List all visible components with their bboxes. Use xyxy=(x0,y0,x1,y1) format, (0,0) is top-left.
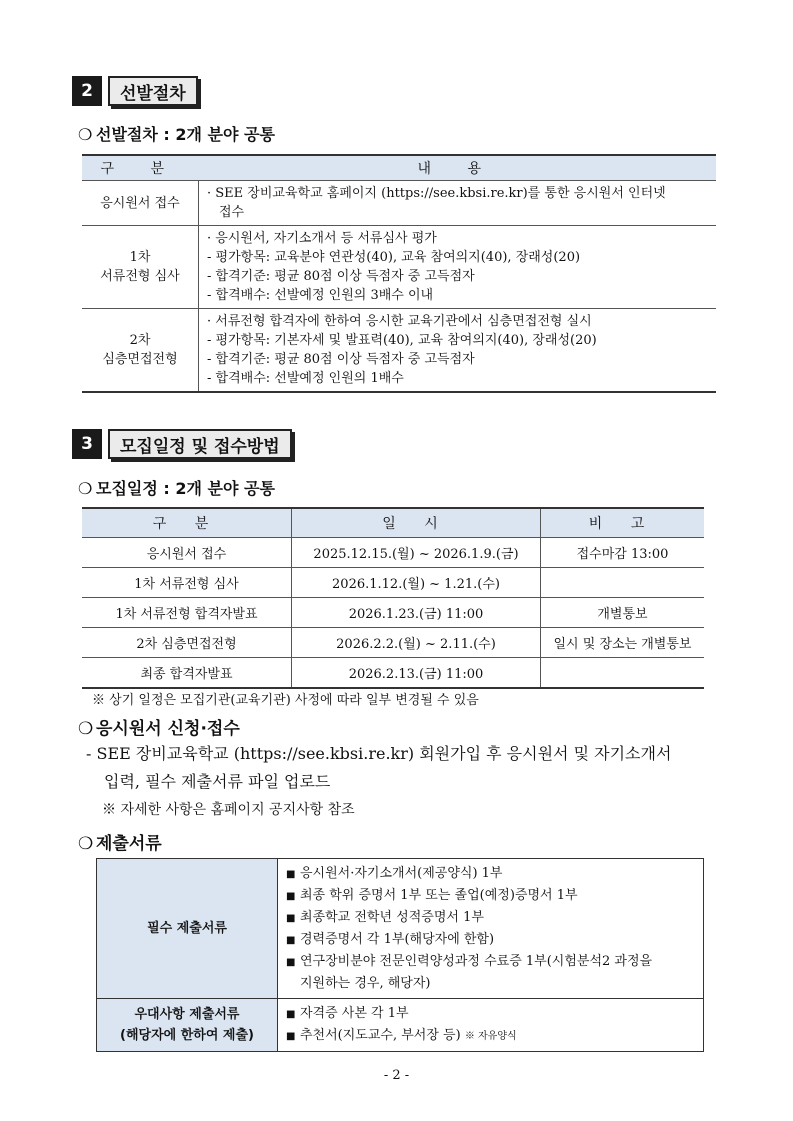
table-cell: 접수마감 13:00 xyxy=(541,538,705,568)
row-content: · 응시원서, 자기소개서 등 서류심사 평가 - 평가항목: 교육분야 연관성(40), 교육 참여의지(40), 장래성(20) - 합격기준: 평균 80점 이상 득점자 중 고득점자 - 합격배수: 선발예정 인원의 3배수 이내 xyxy=(199,226,717,309)
schedule-note: ※ 상기 일정은 모집기관(교육기관) 사정에 따라 일부 변경될 수 있음 xyxy=(92,693,479,708)
table-row xyxy=(97,859,704,999)
list-item: ■ 최종학교 전학년 성적증명서 1부 xyxy=(286,907,695,929)
page-number: - 2 - xyxy=(383,1068,410,1083)
table-cell xyxy=(541,658,705,689)
required-documents-list xyxy=(278,859,704,999)
section-number: 2 xyxy=(72,76,102,106)
square-bullet-icon: ■ xyxy=(286,935,296,946)
row-label: 응시원서 접수 xyxy=(82,181,199,226)
column-header: 내 용 xyxy=(199,155,717,181)
row-content: · SEE 장비교육학교 홈페이지 (https://see.kbsi.re.kr)를 통한 응시원서 인터넷 접수 xyxy=(199,181,717,226)
column-header: 구 분 xyxy=(82,508,292,538)
table-cell: 1차 서류전형 심사 xyxy=(82,568,292,598)
section-title: 모집일정 및 접수방법 xyxy=(108,429,292,459)
list-item: ■ 응시원서·자기소개서(제공양식) 1부 xyxy=(286,863,695,885)
section-title: 선발절차 xyxy=(108,76,198,106)
table-header-row xyxy=(82,155,716,181)
square-bullet-icon: ■ xyxy=(286,957,296,968)
table-cell: 2026.1.12.(월) ~ 1.21.(수) xyxy=(292,568,541,598)
section-number: 3 xyxy=(72,429,102,459)
table-cell: 최종 합격자발표 xyxy=(82,658,292,689)
column-header: 비 고 xyxy=(541,508,705,538)
selection-table xyxy=(82,154,716,393)
required-documents-label: 필수 제출서류 xyxy=(97,859,278,999)
list-item: ■ 연구장비분야 전문인력양성과정 수료증 1부(시험분석2 과정을 xyxy=(286,951,695,973)
circle-bullet-icon: ❍ xyxy=(78,479,93,498)
section-3-header xyxy=(72,429,292,459)
table-row xyxy=(82,568,704,598)
table-cell: 2026.2.13.(금) 11:00 xyxy=(292,658,541,689)
table-cell: 개별통보 xyxy=(541,598,705,628)
table-cell: 2026.1.23.(금) 11:00 xyxy=(292,598,541,628)
table-row xyxy=(97,999,704,1052)
list-item: ■ 최종 학위 증명서 1부 또는 졸업(예정)증명서 1부 xyxy=(286,885,695,907)
application-text: - SEE 장비교육학교 (https://see.kbsi.re.kr) 회원가입 후 응시원서 및 자기소개서 입력, 필수 제출서류 파일 업로드 xyxy=(86,744,672,791)
table-cell: 2025.12.15.(월) ~ 2026.1.9.(금) xyxy=(292,538,541,568)
row-label: 2차 심층면접전형 xyxy=(82,309,199,393)
table-cell: 일시 및 장소는 개별통보 xyxy=(541,628,705,658)
square-bullet-icon: ■ xyxy=(286,869,296,880)
row-content: · 서류전형 합격자에 한하여 응시한 교육기관에서 심층면접전형 실시 - 평가항목: 기본자세 및 발표력(40), 교육 참여의지(40), 장래성(20) - 합격기준: 평균 80점 이상 득점자 중 고득점자 - 합격배수: 선발예정 인원의 1배수 xyxy=(199,309,717,393)
table-cell xyxy=(541,568,705,598)
square-bullet-icon: ■ xyxy=(286,1009,296,1020)
list-item: ■ 추천서(지도교수, 부서장 등) ※ 자유양식 xyxy=(286,1025,695,1047)
section-2-header xyxy=(72,76,198,106)
list-item-continuation: 지원하는 경우, 해당자) xyxy=(300,976,431,991)
free-form-note: ※ 자유양식 xyxy=(464,1031,517,1042)
table-row xyxy=(82,181,716,226)
application-note: ※ 자세한 사항은 홈페이지 공지사항 참조 xyxy=(102,802,355,818)
table-row xyxy=(82,309,716,393)
table-cell: 응시원서 접수 xyxy=(82,538,292,568)
table-row xyxy=(82,598,704,628)
preferred-documents-list xyxy=(278,999,704,1052)
schedule-subtitle: ❍ 모집일정 : 2개 분야 공통 xyxy=(78,479,275,498)
table-row xyxy=(82,628,704,658)
square-bullet-icon: ■ xyxy=(286,891,296,902)
application-heading: ❍ 응시원서 신청·접수 xyxy=(78,719,240,739)
table-cell: 1차 서류전형 합격자발표 xyxy=(82,598,292,628)
selection-subtitle: ❍ 선발절차 : 2개 분야 공통 xyxy=(78,125,275,144)
row-label: 1차 서류전형 심사 xyxy=(82,226,199,309)
list-item: ■ 경력증명서 각 1부(해당자에 한함) xyxy=(286,929,695,951)
table-cell: 2026.2.2.(월) ~ 2.11.(수) xyxy=(292,628,541,658)
circle-bullet-icon: ❍ xyxy=(78,834,94,854)
circle-bullet-icon: ❍ xyxy=(78,719,94,739)
table-row xyxy=(82,226,716,309)
square-bullet-icon: ■ xyxy=(286,913,296,924)
table-row xyxy=(82,538,704,568)
schedule-table xyxy=(82,507,704,689)
preferred-documents-label: 우대사항 제출서류 (해당자에 한하여 제출) xyxy=(97,999,278,1052)
table-header-row xyxy=(82,508,704,538)
table-cell: 2차 심층면접전형 xyxy=(82,628,292,658)
documents-heading: ❍ 제출서류 xyxy=(78,834,162,854)
table-row xyxy=(82,658,704,689)
circle-bullet-icon: ❍ xyxy=(78,125,93,144)
square-bullet-icon: ■ xyxy=(286,1031,296,1042)
documents-table xyxy=(96,858,704,1052)
column-header: 구 분 xyxy=(82,155,199,181)
list-item: ■ 자격증 사본 각 1부 xyxy=(286,1003,695,1025)
column-header: 일 시 xyxy=(292,508,541,538)
